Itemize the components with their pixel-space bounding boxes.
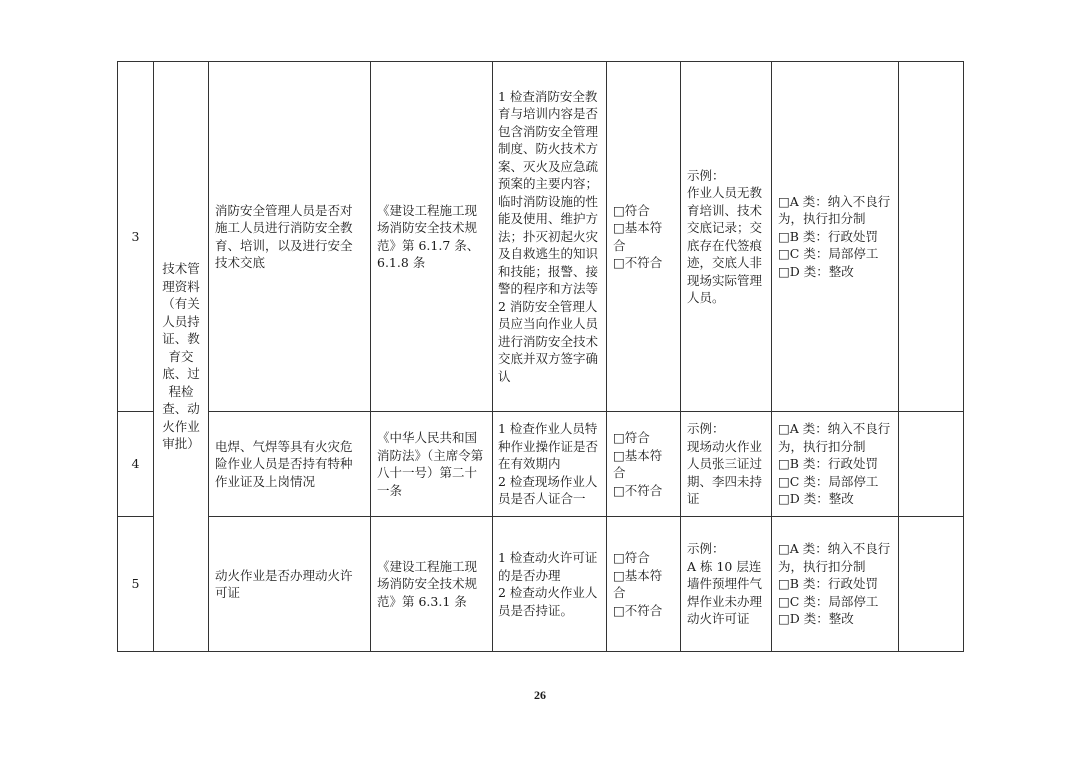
page-number: 26: [534, 688, 546, 702]
table-row: [118, 517, 964, 652]
result-options[interactable]: □符合 □基本符合 □不符合: [607, 412, 681, 517]
penalty-options[interactable]: □A 类：纳入不良行为，执行扣分制 □B 类：行政处罚 □C 类：局部停工 □D 类：整改: [772, 412, 899, 517]
row-number: 4: [118, 412, 154, 517]
remark-cell: [899, 62, 964, 412]
remark-cell: [899, 517, 964, 652]
check-item: 消防安全管理人员是否对施工人员进行消防安全教育、培训，以及进行安全技术交底: [209, 62, 371, 412]
example-cell: 示例： A 栋 10 层连墙件预埋件气焊作业未办理动火许可证: [681, 517, 772, 652]
example-cell: 示例： 现场动火作业人员张三证过期、李四未持证: [681, 412, 772, 517]
row-number: 3: [118, 62, 154, 412]
check-method: 1 检查消防安全教育与培训内容是否包含消防安全管理制度、防火技术方案、灭火及应急疏预案的主要内容；临时消防设施的性能及使用、维护方法；扑灭初起火灾及自救逃生的知识和技能；报警、接警的程序和方法等 2 消防安全管理人员应当向作业人员进行消防安全技术交底并双方签字确认: [493, 62, 607, 412]
table-row: [118, 412, 964, 517]
basis-cell: 《中华人民共和国消防法》（主席令第八十一号）第二十一条: [371, 412, 493, 517]
remark-cell: [899, 412, 964, 517]
check-item: 电焊、气焊等具有火灾危险作业人员是否持有特种作业证及上岗情况: [209, 412, 371, 517]
category-cell: 技术管理资料（有关人员持证、教育交底、过程检查、动火作业审批）: [154, 62, 209, 652]
table-row: [118, 62, 964, 412]
check-method: 1 检查动火许可证的是否办理 2 检查动火作业人员是否持证。: [493, 517, 607, 652]
penalty-options[interactable]: □A 类：纳入不良行为，执行扣分制 □B 类：行政处罚 □C 类：局部停工 □D 类：整改: [772, 517, 899, 652]
penalty-options[interactable]: □A 类：纳入不良行为，执行扣分制 □B 类：行政处罚 □C 类：局部停工 □D 类：整改: [772, 62, 899, 412]
result-options[interactable]: □符合 □基本符合 □不符合: [607, 517, 681, 652]
example-cell: 示例： 作业人员无教育培训、技术交底记录；交底存在代签痕迹，交底人非现场实际管理人员。: [681, 62, 772, 412]
result-options[interactable]: □符合 □基本符合 □不符合: [607, 62, 681, 412]
basis-cell: 《建设工程施工现场消防安全技术规范》第 6.3.1 条: [371, 517, 493, 652]
basis-cell: 《建设工程施工现场消防安全技术规范》第 6.1.7 条、6.1.8 条: [371, 62, 493, 412]
row-number: 5: [118, 517, 154, 652]
inspection-table: [117, 61, 964, 652]
check-item: 动火作业是否办理动火许可证: [209, 517, 371, 652]
check-method: 1 检查作业人员特种作业操作证是否在有效期内 2 检查现场作业人员是否人证合一: [493, 412, 607, 517]
